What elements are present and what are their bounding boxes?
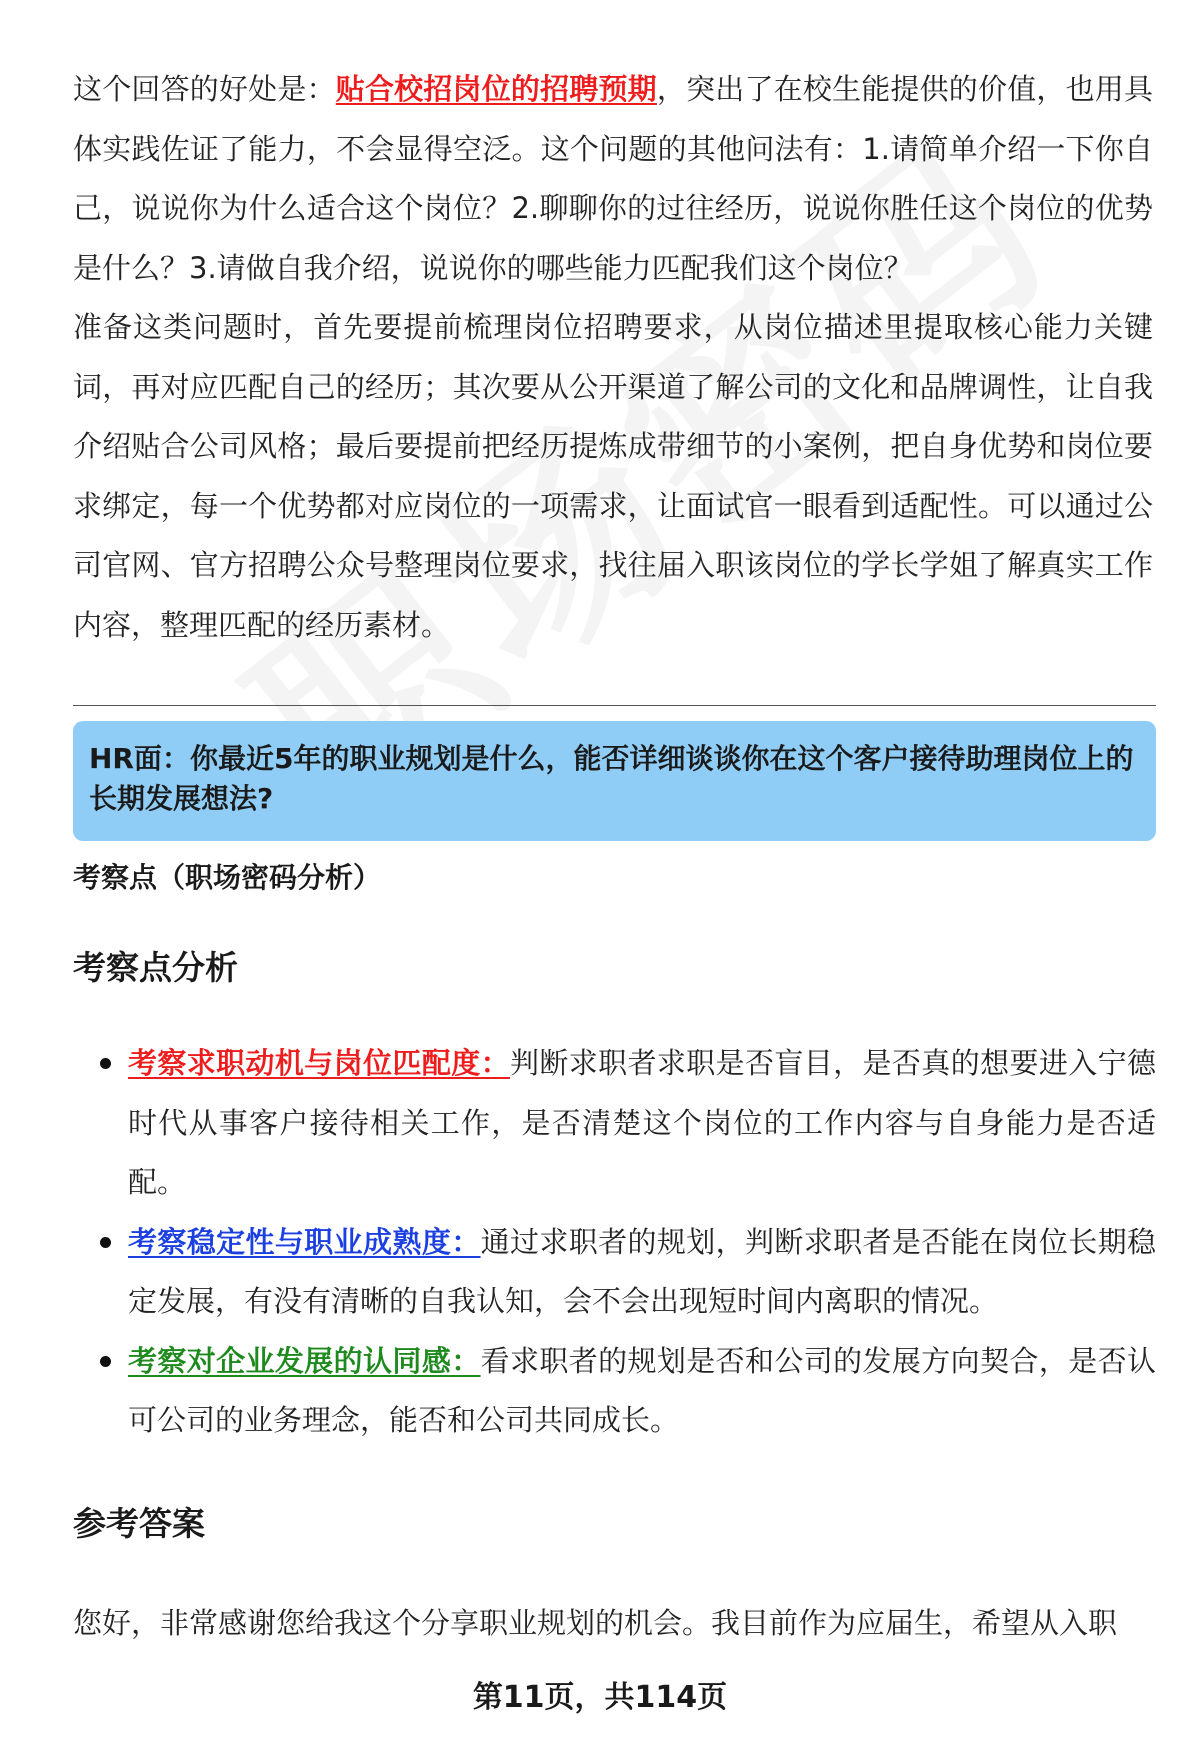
intro-rest: ，突出了在校生能提供的价值，也用具体实践佐证了能力，不会显得空泛。这个问题的其他问法有：1.请简单介绍一下你自己，说说你为什么适合这个岗位？2.聊聊你的过往经历，说说你胜任这个岗位的优势是什么？3.请做自我介绍，说说你的哪些能力匹配我们这个岗位？ bbox=[73, 72, 1153, 285]
section-divider bbox=[73, 705, 1156, 706]
bullet-text: 通过求职者的规划，判断求职者是否能在岗位长期稳定发展，有没有清晰的自我认知，会不会出现短时间内离职的情况。 bbox=[128, 1224, 1156, 1318]
intro-lead: 这个回答的好处是： bbox=[73, 72, 336, 106]
bullet-dot-icon bbox=[100, 1237, 111, 1248]
bullet-dot-icon bbox=[100, 1356, 111, 1367]
analysis-list bbox=[73, 1034, 1156, 1451]
exam-point-label: 考察点（职场密码分析） bbox=[73, 861, 382, 894]
bullet-title: 考察求职动机与岗位匹配度： bbox=[128, 1046, 510, 1080]
prep-paragraph: 准备这类问题时，首先要提前梳理岗位招聘要求，从岗位描述里提取核心能力关键词，再对应匹配自己的经历；其次要从公开渠道了解公司的文化和品牌调性，让自我介绍贴合公司风格；最后要提前把经历提炼成带细节的小案例，把自身优势和岗位要求绑定，每一个优势都对应岗位的一项需求，让面试官一眼看到适配性。可以通过公司官网、官方招聘公众号整理岗位要求，找往届入职该岗位的学长学姐了解真实工作内容，整理匹配的经历素材。 bbox=[73, 310, 1153, 642]
question-text: HR面：你最近5年的职业规划是什么，能否详细谈谈你在这个客户接待助理岗位上的长期发展想法? bbox=[89, 742, 1134, 815]
list-item bbox=[73, 1213, 1156, 1332]
answer-paragraph: 您好，非常感谢您给我这个分享职业规划的机会。我目前作为应届生，希望从入职 bbox=[73, 1606, 1118, 1640]
list-item bbox=[73, 1332, 1156, 1451]
answer-heading: 参考答案 bbox=[73, 1504, 205, 1543]
question-box bbox=[73, 721, 1156, 841]
bullet-title: 考察稳定性与职业成熟度： bbox=[128, 1224, 481, 1259]
list-item bbox=[73, 1034, 1156, 1213]
bullet-title: 考察对企业发展的认同感： bbox=[128, 1343, 481, 1378]
page-footer: 第11页，共114页 bbox=[472, 1680, 728, 1715]
intro-highlight: 贴合校招岗位的招聘预期 bbox=[335, 72, 657, 106]
bullet-text: 看求职者的规划是否和公司的发展方向契合，是否认可公司的业务理念，能否和公司共同成长。 bbox=[128, 1343, 1156, 1437]
analysis-heading: 考察点分析 bbox=[73, 948, 238, 987]
intro-paragraph bbox=[73, 60, 1153, 298]
bullet-text: 判断求职者求职是否盲目，是否真的想要进入宁德时代从事客户接待相关工作，是否清楚这个岗位的工作内容与自身能力是否适配。 bbox=[128, 1046, 1156, 1199]
bullet-dot-icon bbox=[100, 1058, 111, 1069]
